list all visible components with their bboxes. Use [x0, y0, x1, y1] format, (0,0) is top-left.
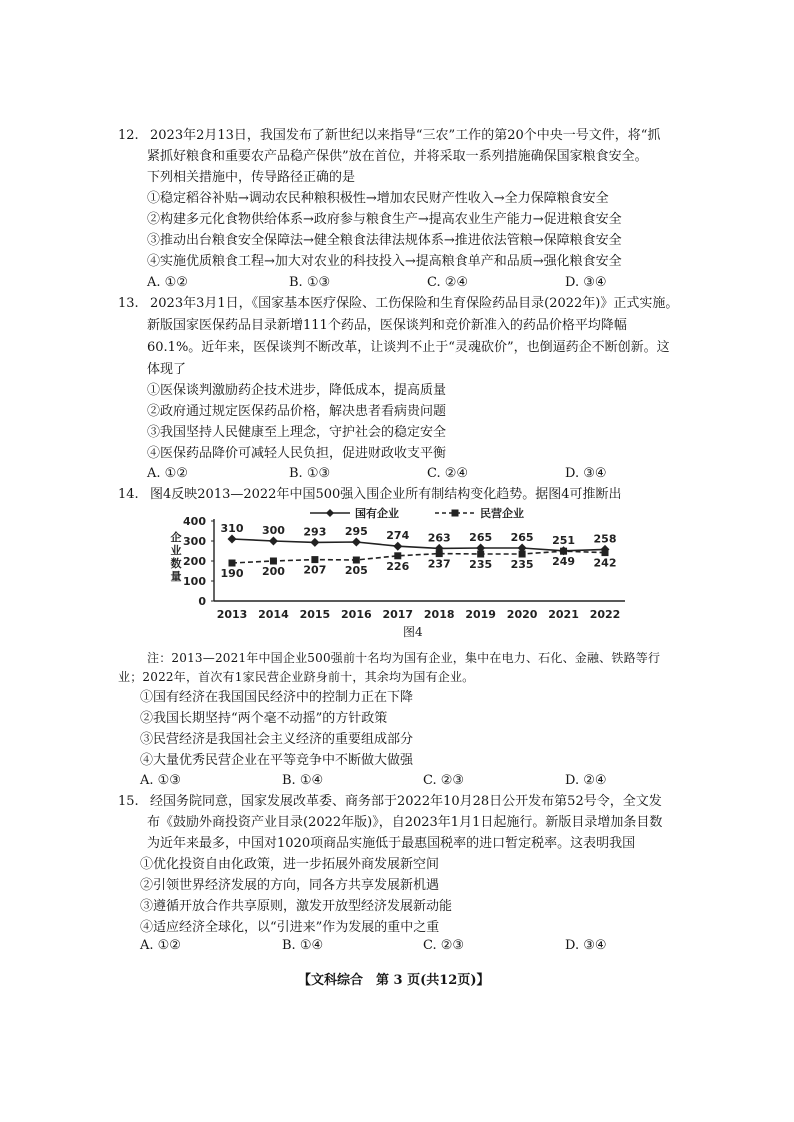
data-label-private: 235 [469, 558, 493, 571]
question-stem-line: 紧抓好粮食和重要农产品稳产保供”放在首位，并将采取一系列措施确保国家粮食安全。 [147, 149, 648, 164]
statement-item: ③推动出台粮食安全保障法→健全粮食法律法规体系→推进依法管粮→保障粮食安全 [147, 233, 622, 248]
question-stem-line: 布《鼓励外商投资产业目录(2022年版)》，自2023年1月1日起施行。新版目录增加条目数 [147, 815, 663, 830]
series-line-private [232, 551, 605, 563]
data-label-state-owned: 300 [261, 524, 285, 537]
data-point-private [394, 552, 401, 559]
option-b[interactable]: B. ①④ [282, 773, 324, 788]
option-d[interactable]: D. ③④ [565, 275, 607, 290]
data-label-private: 205 [344, 564, 368, 577]
statement-item: ②我国长期坚持“两个毫不动摇”的方针政策 [140, 711, 388, 726]
y-axis-label-char: 业 [170, 544, 182, 557]
y-tick-label: 200 [183, 555, 206, 568]
data-point-private [560, 548, 567, 555]
question-number: 14. [118, 487, 139, 502]
data-point-private [270, 558, 277, 565]
figure-caption: 图4 [403, 625, 423, 639]
data-point-private [602, 549, 609, 556]
answer-options [147, 464, 667, 484]
x-tick-label: 2016 [341, 608, 372, 621]
x-tick-label: 2020 [506, 608, 538, 621]
data-label-private: 249 [552, 555, 576, 569]
data-point-private [353, 557, 360, 564]
statement-item: ④大量优秀民营企业在平等竞争中不断做大做强 [140, 753, 414, 768]
answer-options [140, 771, 660, 791]
statement-item: ④医保药品降价可减轻人民负担，促进财政收支平衡 [147, 446, 447, 461]
data-point-state-owned [310, 538, 319, 547]
chart-note-line: 业；2022年，首次有1家民营企业跻身前十，其余均为国有企业。 [118, 670, 475, 684]
statement-item: ④适应经济全球化，以“引进来”作为发展的重中之重 [140, 920, 440, 935]
question-number: 15. [118, 794, 139, 809]
answer-options [140, 936, 660, 956]
data-label-state-owned: 263 [427, 531, 451, 545]
question-number: 13. [118, 296, 139, 311]
option-c[interactable]: C. ②③ [423, 938, 465, 953]
statement-item: ①优化投资自由化政策，进一步拓展外商发展新空间 [140, 857, 440, 872]
option-a[interactable]: A. ①② [140, 938, 181, 953]
data-label-private: 200 [261, 565, 285, 578]
data-point-state-owned [393, 542, 402, 551]
legend-label: 民营企业 [480, 507, 524, 520]
statement-item: ②引领世界经济发展的方向，同各方共享发展新机遇 [140, 878, 440, 893]
option-b[interactable]: B. ①③ [289, 466, 331, 481]
question-stem-line: 60.1%。近年来，医保谈判不断改革，让谈判不止于“灵魂砍价”，也倒逼药企不断创新。这 [147, 340, 670, 355]
data-point-state-owned [269, 537, 278, 546]
data-point-private [519, 551, 526, 558]
y-tick-label: 100 [183, 575, 206, 588]
legend-label: 国有企业 [355, 507, 399, 520]
x-tick-label: 2013 [216, 608, 248, 621]
answer-options [147, 273, 667, 293]
y-axis-label-char: 数 [170, 557, 182, 570]
data-point-state-owned [352, 538, 361, 547]
question-stem-line: 2023年3月1日，《国家基本医疗保险、工伤保险和生育保险药品目录(2022年)》正式实施。 [150, 296, 679, 311]
data-point-private [311, 556, 318, 563]
chart-note-line: 注：2013—2021年中国企业500强前十名均为国有企业，集中在电力、石化、金融、铁路等行 [147, 651, 661, 665]
y-axis-label-char: 量 [170, 570, 182, 583]
data-label-state-owned: 265 [510, 531, 534, 544]
data-label-state-owned: 293 [303, 525, 327, 539]
x-tick-label: 2018 [423, 608, 455, 621]
data-label-state-owned: 265 [469, 531, 493, 544]
option-d[interactable]: D. ③④ [565, 938, 607, 953]
question-stem-line: 下列相关措施中，传导路径正确的是 [147, 170, 356, 185]
page-footer: 【文科综合 第 3 页(共12页)】 [298, 973, 490, 988]
option-c[interactable]: C. ②③ [423, 773, 465, 788]
question-stem-line: 图4反映2013—2022年中国500强入围企业所有制结构变化趋势。据图4可推断出 [150, 487, 622, 502]
data-label-state-owned: 295 [344, 525, 368, 538]
data-label-state-owned: 251 [552, 533, 576, 547]
question-stem-line: 体现了 [147, 362, 187, 377]
data-label-private: 237 [427, 557, 451, 571]
question-stem-line: 新版国家医保药品目录新增111个药品，医保谈判和竞价新准入的药品价格平均降幅 [147, 318, 627, 333]
y-axis-label-char: 企 [170, 531, 182, 544]
y-tick-label: 400 [183, 515, 206, 528]
data-label-private: 242 [593, 556, 617, 570]
ownership-trend-chart [160, 505, 640, 623]
question-number: 12. [118, 128, 139, 143]
statement-item: ③遵循开放合作共享原则，激发开放型经济发展新动能 [140, 899, 453, 914]
data-point-private [477, 551, 484, 558]
data-label-private: 190 [220, 567, 244, 580]
option-b[interactable]: B. ①④ [282, 938, 324, 953]
x-tick-label: 2021 [548, 608, 579, 621]
data-label-private: 235 [510, 558, 534, 571]
series-line-state-owned [232, 539, 605, 551]
statement-item: ①医保谈判激励药企技术进步，降低成本，提高质量 [147, 383, 447, 398]
legend-marker-square [452, 510, 459, 517]
data-label-state-owned: 274 [386, 529, 410, 543]
option-a[interactable]: A. ①② [147, 275, 188, 290]
option-c[interactable]: C. ②④ [427, 466, 469, 481]
question-stem-line: 2023年2月13日，我国发布了新世纪以来指导“三农”工作的第20个中央一号文件，将“抓 [150, 128, 661, 143]
data-label-state-owned: 310 [220, 522, 244, 535]
data-point-private [229, 560, 236, 567]
x-tick-label: 2019 [465, 608, 496, 621]
option-a[interactable]: A. ①③ [140, 773, 181, 788]
statement-item: ①稳定稻谷补贴→调动农民种粮积极性→增加农民财产性收入→全力保障粮食安全 [147, 191, 609, 206]
x-tick-label: 2017 [382, 608, 414, 621]
statement-item: ②政府通过规定医保药品价格，解决患者看病贵问题 [147, 404, 447, 419]
option-c[interactable]: C. ②④ [427, 275, 469, 290]
y-tick-label: 300 [183, 535, 206, 548]
data-point-private [436, 550, 443, 557]
legend-marker-diamond [326, 509, 334, 517]
question-stem-line: 为近年来最多，中国对1020项商品实施低于最惠国税率的进口暂定税率。这表明我国 [147, 836, 636, 851]
statement-item: ②构建多元化食物供给体系→政府参与粮食生产→提高农业生产能力→促进粮食安全 [147, 212, 622, 227]
option-a[interactable]: A. ①② [147, 466, 188, 481]
question-stem-line: 经国务院同意，国家发展改革委、商务部于2022年10月28日公开发布第52号令，全文发 [150, 794, 662, 809]
y-tick-label: 0 [198, 595, 206, 608]
x-tick-label: 2014 [258, 608, 289, 621]
option-d[interactable]: D. ③④ [565, 466, 607, 481]
option-b[interactable]: B. ①③ [289, 275, 331, 290]
data-label-state-owned: 258 [593, 532, 617, 546]
x-tick-label: 2022 [589, 608, 621, 621]
data-label-private: 207 [303, 563, 327, 577]
option-d[interactable]: D. ②④ [565, 773, 607, 788]
statement-item: ④实施优质粮食工程→加大对农业的科技投入→提高粮食单产和品质→强化粮食安全 [147, 254, 622, 269]
statement-item: ③民营经济是我国社会主义经济的重要组成部分 [140, 732, 414, 747]
statement-item: ①国有经济在我国国民经济中的控制力正在下降 [140, 690, 414, 705]
data-point-state-owned [228, 535, 237, 544]
data-label-private: 226 [386, 559, 410, 573]
x-tick-label: 2015 [299, 608, 331, 621]
statement-item: ③我国坚持人民健康至上理念，守护社会的稳定安全 [147, 425, 447, 440]
